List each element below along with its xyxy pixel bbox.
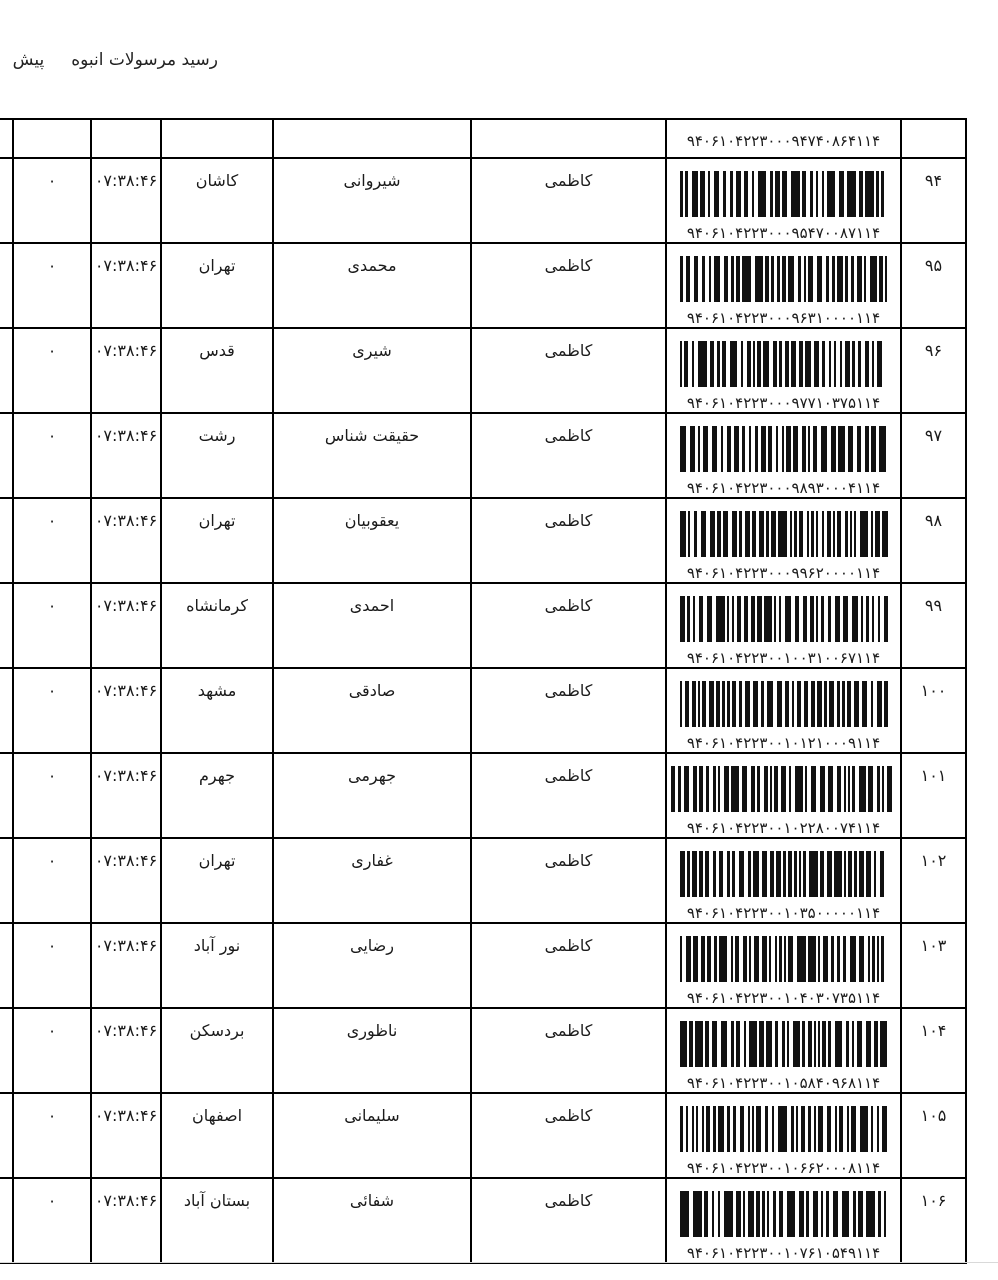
barcode-number: ۹۴۰۶۱۰۴۲۲۳۰۰۱۰۰۳۱۰۰۶۷۱۱۴	[686, 649, 881, 667]
barcode-cell	[666, 1178, 901, 1263]
barcode-cell	[666, 923, 901, 1008]
time-cell	[91, 119, 161, 158]
row-number-cell: ۱۰۲	[901, 838, 966, 923]
city-cell: تهران	[161, 838, 273, 923]
barcode-number: ۹۴۰۶۱۰۴۲۲۳۰۰۱۰۴۰۳۰۷۳۵۱۱۴	[686, 989, 881, 1007]
barcode-number: ۹۴۰۶۱۰۴۲۲۳۰۰۰۹۷۷۱۰۳۷۵۱۱۴	[686, 394, 881, 412]
time-cell: ۰۷:۳۸:۴۶	[91, 838, 161, 923]
surname-cell: شیری	[273, 328, 471, 413]
name-cell: کاظمی	[471, 838, 666, 923]
barcode-image	[680, 171, 888, 217]
barcode-image	[680, 851, 888, 897]
spacer-cell	[0, 413, 13, 498]
row-number-cell: ۱۰۰	[901, 668, 966, 753]
city-cell: جهرم	[161, 753, 273, 838]
city-cell: بستان آباد	[161, 1178, 273, 1263]
city-cell	[161, 119, 273, 158]
barcode-cell	[666, 498, 901, 583]
row-number-cell: ۹۵	[901, 243, 966, 328]
barcode-cell	[666, 838, 901, 923]
barcode-cell	[666, 1008, 901, 1093]
row-number-cell: ۱۰۶	[901, 1178, 966, 1263]
barcode-cell	[666, 119, 901, 158]
city-cell: نور آباد	[161, 923, 273, 1008]
count-cell: ۰	[13, 668, 91, 753]
time-cell: ۰۷:۳۸:۴۶	[91, 1093, 161, 1178]
barcode-image	[680, 256, 888, 302]
barcode-number: ۹۴۰۶۱۰۴۲۲۳۰۰۱۰۱۲۱۰۰۰۹۱۱۴	[686, 734, 881, 752]
spacer-cell	[0, 1178, 13, 1263]
surname-cell: حقیقت شناس	[273, 413, 471, 498]
spacer-cell	[0, 1093, 13, 1178]
spacer-cell	[0, 498, 13, 583]
surname-cell: صادقی	[273, 668, 471, 753]
city-cell: تهران	[161, 498, 273, 583]
surname-cell: جهرمی	[273, 753, 471, 838]
time-cell: ۰۷:۳۸:۴۶	[91, 328, 161, 413]
city-cell: رشت	[161, 413, 273, 498]
row-number-cell: ۹۶	[901, 328, 966, 413]
city-cell: تهران	[161, 243, 273, 328]
surname-cell: محمدی	[273, 243, 471, 328]
row-number-cell: ۹۹	[901, 583, 966, 668]
page-title: رسید مرسولات انبوه پیش	[12, 50, 218, 70]
spacer-cell	[0, 328, 13, 413]
name-cell: کاظمی	[471, 243, 666, 328]
count-cell: ۰	[13, 1093, 91, 1178]
name-cell: کاظمی	[471, 1178, 666, 1263]
count-cell: ۰	[13, 1008, 91, 1093]
name-cell: کاظمی	[471, 583, 666, 668]
row-number-cell: ۱۰۳	[901, 923, 966, 1008]
surname-cell: شیروانی	[273, 158, 471, 243]
table-row-partial	[0, 119, 966, 158]
surname-cell: ناظوری	[273, 1008, 471, 1093]
barcode-cell	[666, 1093, 901, 1178]
barcode-cell	[666, 243, 901, 328]
surname-cell: غفاری	[273, 838, 471, 923]
name-cell: کاظمی	[471, 158, 666, 243]
barcode-image	[680, 1021, 888, 1067]
count-cell	[13, 119, 91, 158]
barcode-number: ۹۴۰۶۱۰۴۲۲۳۰۰۱۰۳۵۰۰۰۰۰۱۱۴	[686, 904, 881, 922]
time-cell: ۰۷:۳۸:۴۶	[91, 243, 161, 328]
row-number-cell: ۹۷	[901, 413, 966, 498]
barcode-number: ۹۴۰۶۱۰۴۲۲۳۰۰۰۹۶۳۱۰۰۰۰۱۱۴	[686, 309, 881, 327]
time-cell: ۰۷:۳۸:۴۶	[91, 158, 161, 243]
barcode-number: ۹۴۰۶۱۰۴۲۲۳۰۰۱۰۵۸۴۰۹۶۸۱۱۴	[686, 1074, 881, 1092]
count-cell: ۰	[13, 753, 91, 838]
city-cell: اصفهان	[161, 1093, 273, 1178]
barcode-cell	[666, 753, 901, 838]
time-cell: ۰۷:۳۸:۴۶	[91, 753, 161, 838]
time-cell: ۰۷:۳۸:۴۶	[91, 413, 161, 498]
city-cell: مشهد	[161, 668, 273, 753]
table-row	[0, 243, 966, 328]
spacer-cell	[0, 158, 13, 243]
table-row	[0, 1008, 966, 1093]
barcode-image	[680, 511, 888, 557]
barcode-cell	[666, 583, 901, 668]
count-cell: ۰	[13, 413, 91, 498]
spacer-cell	[0, 583, 13, 668]
spacer-cell	[0, 838, 13, 923]
barcode-number: ۹۴۰۶۱۰۴۲۲۳۰۰۱۰۷۶۱۰۵۴۹۱۱۴	[686, 1244, 881, 1262]
barcode-image	[680, 341, 888, 387]
row-number-cell: ۱۰۱	[901, 753, 966, 838]
table-row	[0, 923, 966, 1008]
row-number-cell: ۱۰۴	[901, 1008, 966, 1093]
table-row	[0, 158, 966, 243]
spacer-cell	[0, 1008, 13, 1093]
barcode-cell	[666, 413, 901, 498]
name-cell: کاظمی	[471, 413, 666, 498]
city-cell: بردسکن	[161, 1008, 273, 1093]
count-cell: ۰	[13, 838, 91, 923]
name-cell: کاظمی	[471, 1008, 666, 1093]
name-cell: کاظمی	[471, 668, 666, 753]
surname-cell: سلیمانی	[273, 1093, 471, 1178]
count-cell: ۰	[13, 1178, 91, 1263]
barcode-number: ۹۴۰۶۱۰۴۲۲۳۰۰۱۰۶۶۲۰۰۰۸۱۱۴	[686, 1159, 881, 1177]
table-row	[0, 583, 966, 668]
name-cell: کاظمی	[471, 328, 666, 413]
table-row	[0, 413, 966, 498]
count-cell: ۰	[13, 583, 91, 668]
table-row	[0, 1178, 966, 1263]
barcode-cell	[666, 158, 901, 243]
surname-cell: یعقوبیان	[273, 498, 471, 583]
barcode-cell	[666, 668, 901, 753]
surname-cell: احمدی	[273, 583, 471, 668]
name-cell	[471, 119, 666, 158]
count-cell: ۰	[13, 923, 91, 1008]
row-number-cell: ۱۰۵	[901, 1093, 966, 1178]
table-row	[0, 1093, 966, 1178]
surname-cell: شفائی	[273, 1178, 471, 1263]
city-cell: قدس	[161, 328, 273, 413]
count-cell: ۰	[13, 328, 91, 413]
barcode-number: ۹۴۰۶۱۰۴۲۲۳۰۰۰۹۵۴۷۰۰۸۷۱۱۴	[686, 224, 881, 242]
time-cell: ۰۷:۳۸:۴۶	[91, 923, 161, 1008]
spacer-cell	[0, 243, 13, 328]
row-number-cell	[901, 119, 966, 158]
count-cell: ۰	[13, 498, 91, 583]
time-cell: ۰۷:۳۸:۴۶	[91, 1008, 161, 1093]
count-cell: ۰	[13, 243, 91, 328]
barcode-image	[680, 1191, 888, 1237]
table-row	[0, 838, 966, 923]
barcode-number: ۹۴۰۶۱۰۴۲۲۳۰۰۰۹۴۷۴۰۸۶۴۱۱۴	[686, 132, 881, 150]
spacer-cell	[0, 923, 13, 1008]
receipt-table	[0, 118, 967, 1264]
city-cell: کاشان	[161, 158, 273, 243]
barcode-image	[680, 681, 888, 727]
barcode-image	[680, 936, 888, 982]
barcode-image	[671, 766, 897, 812]
spacer-cell	[0, 668, 13, 753]
table-row	[0, 328, 966, 413]
barcode-number: ۹۴۰۶۱۰۴۲۲۳۰۰۰۹۸۹۳۰۰۰۴۱۱۴	[686, 479, 881, 497]
name-cell: کاظمی	[471, 753, 666, 838]
barcode-image	[680, 596, 888, 642]
table-row	[0, 668, 966, 753]
time-cell: ۰۷:۳۸:۴۶	[91, 668, 161, 753]
barcode-number: ۹۴۰۶۱۰۴۲۲۳۰۰۱۰۲۲۸۰۰۷۴۱۱۴	[686, 819, 881, 837]
name-cell: کاظمی	[471, 923, 666, 1008]
time-cell: ۰۷:۳۸:۴۶	[91, 583, 161, 668]
time-cell: ۰۷:۳۸:۴۶	[91, 498, 161, 583]
row-number-cell: ۹۴	[901, 158, 966, 243]
bottom-divider	[0, 1262, 998, 1263]
barcode-image	[680, 1106, 888, 1152]
surname-cell: رضایی	[273, 923, 471, 1008]
name-cell: کاظمی	[471, 498, 666, 583]
count-cell: ۰	[13, 158, 91, 243]
row-number-cell: ۹۸	[901, 498, 966, 583]
spacer-cell	[0, 119, 13, 158]
table-row	[0, 753, 966, 838]
time-cell: ۰۷:۳۸:۴۶	[91, 1178, 161, 1263]
spacer-cell	[0, 753, 13, 838]
barcode-image	[680, 426, 888, 472]
surname-cell	[273, 119, 471, 158]
table-row	[0, 498, 966, 583]
city-cell: کرمانشاه	[161, 583, 273, 668]
barcode-number: ۹۴۰۶۱۰۴۲۲۳۰۰۰۹۹۶۲۰۰۰۰۱۱۴	[686, 564, 881, 582]
name-cell: کاظمی	[471, 1093, 666, 1178]
barcode-cell	[666, 328, 901, 413]
